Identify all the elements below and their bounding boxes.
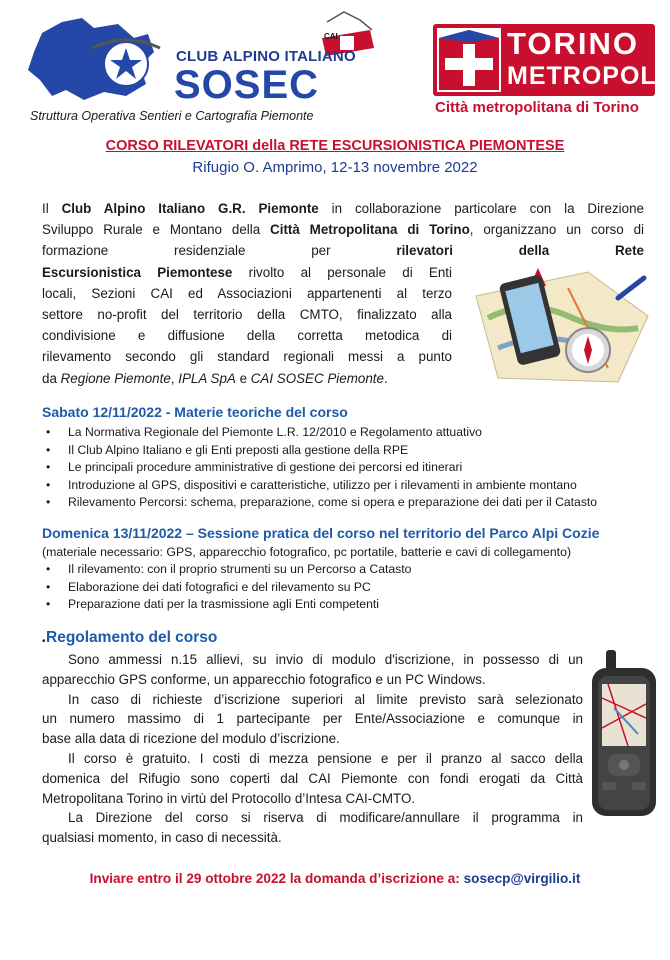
sunday-list — [42, 561, 411, 614]
list-item — [42, 494, 597, 512]
contact-email-link[interactable]: sosecp@virgilio.it — [463, 871, 581, 886]
map-phone-compass-illustration — [468, 258, 654, 388]
list-item — [42, 424, 597, 442]
cai-name: CLUB ALPINO ITALIANO — [176, 48, 356, 65]
torino-metropoli-logo — [433, 24, 665, 120]
text: , organizzano un corso di — [469, 222, 644, 238]
list-item-text: Preparazione dati per la trasmissione agli Enti competenti — [68, 597, 379, 612]
torino-subtitle: Città metropolitana di Torino — [435, 99, 639, 116]
intro-line — [42, 219, 644, 240]
bullet: • — [46, 460, 51, 475]
list-item-text: La Normativa Regionale del Piemonte L.R. 12/2010 e Regolamento attuativo — [68, 425, 482, 439]
intro-line: settore no-profit del territorio della CMTO, finalizzato alla — [42, 307, 452, 323]
saturday-heading: Sabato 12/11/2022 - Materie teoriche del corso — [42, 404, 348, 420]
intro-line: locali, Sezioni CAI ed Associazioni appartenenti al terzo — [42, 285, 452, 301]
bullet: • — [46, 425, 51, 439]
text-italic: CAI SOSEC Piemonte — [250, 370, 384, 386]
sunday-heading: Domenica 13/11/2022 – Sessione pratica del corso nel territorio del Parco Alpi Cozie — [42, 525, 600, 541]
sunday-materials-note: (materiale necessario: GPS, apparecchio fotografico, pc portatile, batterie e cavi di collegamento) — [42, 545, 572, 559]
text: formazione residenziale per — [42, 243, 397, 259]
text-bold: Club Alpino Italiano G.R. Piemonte — [61, 201, 319, 216]
rules-line: qualsiasi momento, in caso di necessità. — [42, 830, 282, 846]
text: Sviluppo Rurale e Montano della — [42, 222, 271, 238]
application-instruction — [0, 871, 670, 886]
text: , — [170, 370, 179, 386]
list-item-text: Elaborazione dei dati fotografici e del rilevamento su PC — [68, 579, 371, 594]
gps-device-illustration — [588, 648, 660, 818]
text-bold: rilevatori della Rete — [396, 243, 644, 259]
cai-tag: CAI — [324, 32, 338, 41]
bullet: • — [46, 579, 51, 594]
rules-line: Sono ammessi n.15 allievi, su invio di modulo d'iscrizione, in possesso di un — [68, 652, 583, 667]
text-bold: Escursionistica Piemontese — [42, 264, 233, 280]
text: in collaborazione particolare con la Direzione — [318, 201, 644, 216]
torino-word: TORINO — [507, 26, 639, 61]
rules-line: In caso di richieste d’iscrizione superiori al limite previsto sarà selezionato — [68, 691, 583, 707]
text-bold: Città Metropolitana di Torino — [270, 222, 470, 238]
bullet: • — [46, 597, 51, 612]
cai-sosec-logo — [22, 8, 382, 107]
list-item-text: Rilevamento Percorsi: schema, preparazione, come si opera e preparazione dei dati per il Catasto — [68, 495, 598, 510]
list-item — [42, 596, 411, 614]
text-italic: Regione Piemonte — [60, 370, 171, 386]
rules-bullet: • — [42, 636, 46, 647]
rules-line: apparecchio GPS conforme, un apparecchio fotografico e un PC Windows. — [42, 671, 486, 687]
rules-line: Metropolitana Torino in virtù del Protocollo d’Intesa CAI-CMTO. — [42, 790, 416, 806]
list-item-text: Le principali procedure amministrative di gestione dei percorsi ed itinerari — [68, 460, 463, 475]
saturday-list — [42, 424, 597, 512]
text: rivolto al personale di Enti — [232, 264, 452, 280]
intro-line: condivisione e diffusione della corretta metodica di — [42, 328, 452, 344]
text: e — [235, 370, 251, 386]
rules-line: domenica del Rifugio sono coperti dal CAI Piemonte con fondi erogati da Città — [42, 770, 583, 786]
page-title: CORSO RILEVATORI della RETE ESCURSIONISTICA PIEMONTESE — [105, 138, 565, 154]
sosec-subtitle: Struttura Operativa Sentieri e Cartografia Piemonte — [30, 109, 314, 123]
list-item — [42, 442, 597, 460]
page-subtitle: Rifugio O. Amprimo, 12-13 novembre 2022 — [192, 159, 478, 176]
intro-line — [42, 262, 452, 283]
rules-heading: Regolamento del corso — [46, 629, 218, 646]
list-item — [42, 579, 411, 597]
text: Il — [42, 201, 62, 216]
letterhead — [0, 0, 670, 130]
bullet: • — [46, 562, 51, 576]
torino-red-box — [433, 24, 665, 96]
list-item — [42, 459, 597, 477]
bullet: • — [46, 477, 51, 492]
intro-line — [42, 198, 644, 219]
list-item — [42, 477, 597, 495]
intro-line — [42, 368, 452, 389]
rules-text — [42, 650, 583, 848]
text: da — [42, 370, 61, 386]
rules-line: La Direzione del corso si riserva di modificare/annullare il programma in — [68, 810, 583, 826]
rules-line: un numero massimo di 1 partecipante per Ente/Associazione e comunque in — [42, 711, 583, 727]
text-italic: IPLA SpA — [178, 370, 236, 386]
footer-text: Inviare entro il 29 ottobre 2022 la domanda d’iscrizione a: — [89, 871, 464, 886]
list-item-text: Il Club Alpino Italiano e gli Enti preposti alla gestione della RPE — [68, 442, 409, 457]
list-item-text: Introduzione al GPS, dispositivi e caratteristiche, utilizzo per i rilevamenti in ambiente montano — [68, 477, 577, 492]
bullet: • — [46, 442, 51, 457]
list-item-text: Il rilevamento: con il proprio strumenti su un Percorso a Catasto — [68, 562, 412, 576]
bullet: • — [46, 495, 51, 510]
torino-flag-icon — [437, 28, 501, 92]
rules-line: base alla data di ricezione del modulo d’iscrizione. — [42, 731, 340, 747]
rules-line: Il corso è gratuito. I costi di mezza pensione e per il pranzo al sacco della — [68, 750, 583, 766]
sosec-wordmark: SOSEC — [174, 63, 320, 107]
metropoli-word: METROPOLI — [507, 62, 665, 90]
text: . — [383, 370, 388, 386]
list-item — [42, 561, 411, 579]
intro-line: rilevamento secondo gli standard regionali messi a punto — [42, 349, 452, 365]
